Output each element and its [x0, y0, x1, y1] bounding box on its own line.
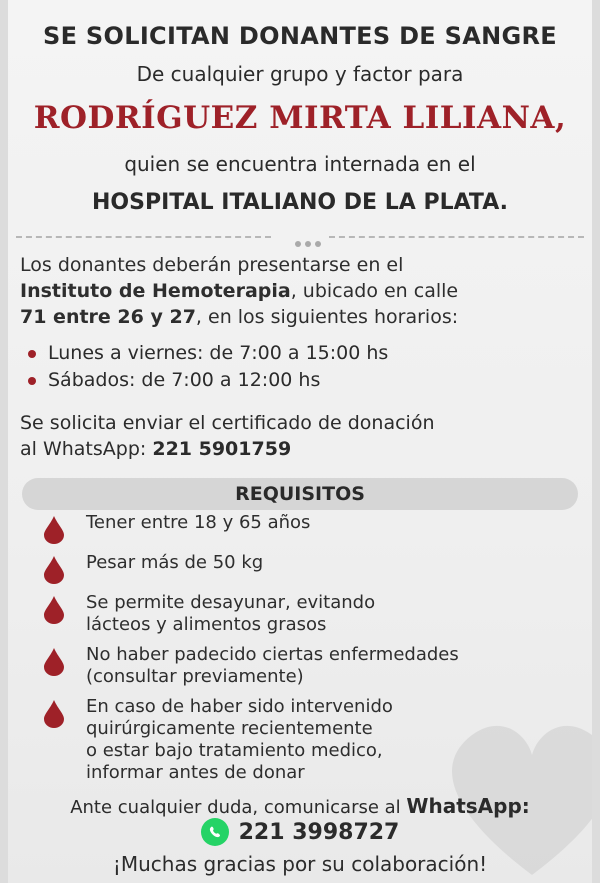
- blood-drop-icon: [44, 556, 64, 584]
- whatsapp-icon: [201, 818, 229, 846]
- requirement-item: [44, 512, 544, 544]
- requirements-list: [44, 512, 544, 792]
- contact-whatsapp-label: WhatsApp:: [406, 794, 530, 818]
- flyer: [8, 0, 592, 883]
- patient-name: RODRÍGUEZ MIRTA LILIANA,: [33, 100, 567, 136]
- divider: [16, 232, 584, 242]
- certificate-line: Se solicita enviar el certificado de donación: [20, 412, 435, 434]
- subtitle: De cualquier grupo y factor para: [136, 62, 464, 86]
- requirement-item: [44, 644, 544, 688]
- requirement-item: [44, 552, 544, 584]
- requirement-text: Se permite desayunar, evitando lácteos y alimentos grasos: [86, 592, 376, 635]
- requirement-item: [44, 696, 544, 784]
- blood-drop-icon: [44, 516, 64, 544]
- contact-prefix: Ante cualquier duda, comunicarse al: [70, 797, 407, 818]
- blood-drop-icon: [44, 700, 64, 728]
- schedule-item-label: Lunes a viernes: de 7:00 a 15:00 hs: [48, 342, 389, 364]
- schedule-item-label: Sábados: de 7:00 a 12:00 hs: [48, 369, 321, 391]
- bullet-dot-icon: [28, 377, 36, 385]
- schedule-item: [28, 340, 568, 367]
- info-line-1: Los donantes deberán presentarse en el: [20, 254, 404, 276]
- thanks-message: ¡Muchas gracias por su colaboración!: [112, 852, 488, 876]
- address: 71 entre 26 y 27: [20, 306, 196, 328]
- info-paragraph: [20, 252, 580, 330]
- info-line-3-rest: , en los siguientes horarios:: [195, 306, 459, 328]
- institute-name: Instituto de Hemoterapia: [20, 280, 291, 302]
- blood-drop-icon: [44, 596, 64, 624]
- certificate-note: [20, 410, 580, 462]
- certificate-phone-line: [20, 436, 580, 462]
- location-intro: quien se encuentra internada en el: [124, 152, 476, 176]
- info-line-2: [20, 278, 580, 304]
- contact-line: [8, 794, 592, 818]
- requirement-item: [44, 592, 544, 636]
- requirement-text: No haber padecido ciertas enfermedades (consultar previamente): [86, 644, 459, 687]
- contact-phone[interactable]: 221 3998727: [238, 819, 400, 845]
- page-title: SE SOLICITAN DONANTES DE SANGRE: [43, 22, 557, 50]
- hospital-name: HOSPITAL ITALIANO DE LA PLATA.: [92, 190, 508, 215]
- certificate-prefix: al WhatsApp:: [20, 438, 153, 460]
- certificate-phone: 221 5901759: [152, 438, 292, 460]
- blood-drop-icon: [44, 648, 64, 676]
- schedule-list: [28, 340, 568, 394]
- requirement-text: Pesar más de 50 kg: [86, 552, 264, 573]
- requirement-text: En caso de haber sido intervenido quirúrgicamente recientemente o estar bajo tratamiento medico, informar antes de donar: [86, 696, 393, 783]
- requirement-text: Tener entre 18 y 65 años: [86, 512, 311, 533]
- contact-phone-row[interactable]: [8, 818, 592, 846]
- info-line-2-rest: , ubicado en calle: [290, 280, 459, 302]
- bullet-dot-icon: [28, 350, 36, 358]
- info-line-3: [20, 304, 580, 330]
- schedule-item: [28, 367, 568, 394]
- requirements-heading: REQUISITOS: [22, 478, 578, 510]
